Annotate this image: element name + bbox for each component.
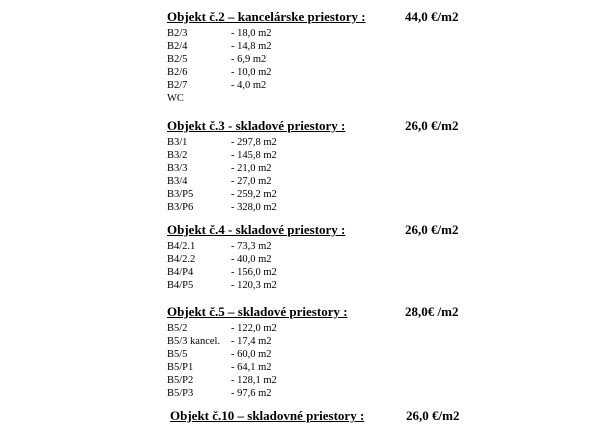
room-code: B5/5	[167, 349, 188, 360]
room-area: - 27,0 m2	[231, 176, 272, 187]
room-area: - 40,0 m2	[231, 254, 272, 265]
room-area: - 297,8 m2	[231, 137, 277, 148]
room-code: B3/2	[167, 150, 188, 161]
list-item	[167, 387, 467, 400]
list-item	[167, 149, 467, 162]
room-code: B2/4	[167, 41, 188, 52]
list-item	[167, 201, 467, 214]
section-price: 26,0 €/m2	[405, 222, 459, 237]
section-price: 26,0 €/m2	[405, 118, 459, 133]
room-area: - 18,0 m2	[231, 28, 272, 39]
room-code: B3/P6	[167, 202, 194, 213]
list-item	[167, 188, 467, 201]
room-code: B4/2.2	[167, 254, 196, 265]
section-title: Objekt č.5 – skladové priestory :	[167, 304, 348, 319]
room-area: - 60,0 m2	[231, 349, 272, 360]
list-item	[167, 162, 467, 175]
room-code: B3/3	[167, 163, 188, 174]
room-code: B4/P5	[167, 280, 194, 291]
list-item	[167, 361, 467, 374]
room-area: - 145,8 m2	[231, 150, 277, 161]
room-area: - 64,1 m2	[231, 362, 272, 373]
section-title: Objekt č.3 - skladové priestory :	[167, 118, 346, 133]
list-item	[167, 374, 467, 387]
room-area: - 21,0 m2	[231, 163, 272, 174]
list-item	[167, 335, 467, 348]
list-item	[167, 92, 467, 105]
room-code: B2/3	[167, 28, 188, 39]
section-objekt-3	[167, 118, 467, 214]
room-code: B4/2.1	[167, 241, 196, 252]
list-item	[167, 27, 467, 40]
section-objekt-4	[167, 222, 467, 292]
list-item	[167, 79, 467, 92]
section-title: Objekt č.10 – skladovné priestory :	[170, 408, 365, 423]
room-code: B3/1	[167, 137, 188, 148]
room-area: - 128,1 m2	[231, 375, 277, 386]
list-item	[167, 253, 467, 266]
list-item	[167, 40, 467, 53]
room-code: B2/5	[167, 54, 188, 65]
room-area: - 156,0 m2	[231, 267, 277, 278]
room-area: - 10,0 m2	[231, 67, 272, 78]
room-code: B5/2	[167, 323, 188, 334]
section-price: 28,0€ /m2	[405, 304, 459, 319]
section-objekt-2	[167, 9, 467, 105]
section-price: 44,0 €/m2	[405, 9, 459, 24]
room-code: B3/P5	[167, 189, 194, 200]
room-area: - 120,3 m2	[231, 280, 277, 291]
room-code: B4/P4	[167, 267, 194, 278]
room-area: - 122,0 m2	[231, 323, 277, 334]
list-item	[167, 279, 467, 292]
room-area: - 4,0 m2	[231, 80, 267, 91]
list-item	[167, 53, 467, 66]
room-area: - 73,3 m2	[231, 241, 272, 252]
list-item	[167, 348, 467, 361]
section-title: Objekt č.4 - skladové priestory :	[167, 222, 346, 237]
section-price: 26,0 €/m2	[406, 408, 460, 423]
list-item	[167, 322, 467, 335]
section-objekt-5	[167, 304, 467, 400]
section-title: Objekt č.2 – kancelárske priestory :	[167, 9, 366, 24]
room-code: B2/6	[167, 67, 188, 78]
room-area: - 328,0 m2	[231, 202, 277, 213]
list-item	[167, 266, 467, 279]
room-area: - 259,2 m2	[231, 189, 277, 200]
list-item	[167, 240, 467, 253]
room-area: - 6,9 m2	[231, 54, 267, 65]
list-item	[167, 175, 467, 188]
room-code: B5/P1	[167, 362, 194, 373]
list-item	[167, 136, 467, 149]
room-code: B5/P3	[167, 388, 194, 399]
room-area: - 17,4 m2	[231, 336, 272, 347]
room-code: B3/4	[167, 176, 188, 187]
room-area: - 14,8 m2	[231, 41, 272, 52]
room-code: B5/3 kancel.	[167, 336, 221, 347]
room-code: WC	[167, 93, 184, 104]
room-area: - 97,6 m2	[231, 388, 272, 399]
list-item	[167, 66, 467, 79]
room-code: B5/P2	[167, 375, 194, 386]
room-code: B2/7	[167, 80, 188, 91]
section-objekt-10	[170, 408, 470, 424]
